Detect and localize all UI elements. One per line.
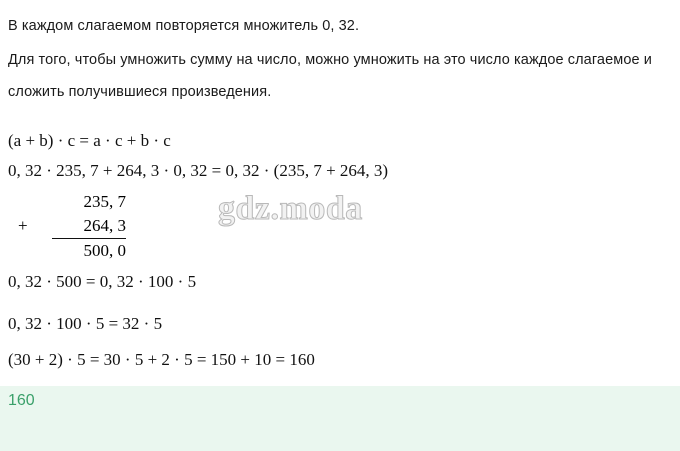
math-line-factoring: 0, 32 · 235, 7 + 264, 3 · 0, 32 = 0, 32 · (235, 7 + 264, 3) [8, 161, 389, 180]
column-addition-row-second [8, 214, 168, 238]
column-addition-row-first [8, 190, 168, 214]
answer-value: 160 [8, 392, 35, 409]
watermark: gdz.moda [218, 190, 363, 227]
math-line-final-computation: (30 + 2) · 5 = 30 · 5 + 2 · 5 = 150 + 10 = 160 [8, 350, 315, 369]
column-addition-second-addend: 264, 3 [83, 216, 126, 235]
column-addition-row-sum [8, 238, 168, 263]
spacer [8, 110, 668, 116]
paragraph-intro: В каждом слагаемом повторяется множитель 0, 32. [8, 18, 360, 34]
column-addition-first-addend: 235, 7 [83, 192, 126, 211]
column-addition-sum: 500, 0 [52, 238, 126, 263]
answer-band [0, 386, 680, 451]
math-line-simplify: 0, 32 · 100 · 5 = 32 · 5 [8, 314, 163, 333]
spacer [8, 297, 668, 309]
column-addition-block [8, 190, 168, 263]
math-line-distributive-law: (a + b) · c = a · c + b · c [8, 131, 171, 150]
plus-icon: + [18, 216, 28, 235]
paragraph-rule: Для того, чтобы умножить сумму на число, можно умножить на это число каждое слагаемое и сложить получившиеся произведения. [8, 52, 652, 100]
math-line-multiply-500: 0, 32 · 500 = 0, 32 · 100 · 5 [8, 272, 197, 291]
